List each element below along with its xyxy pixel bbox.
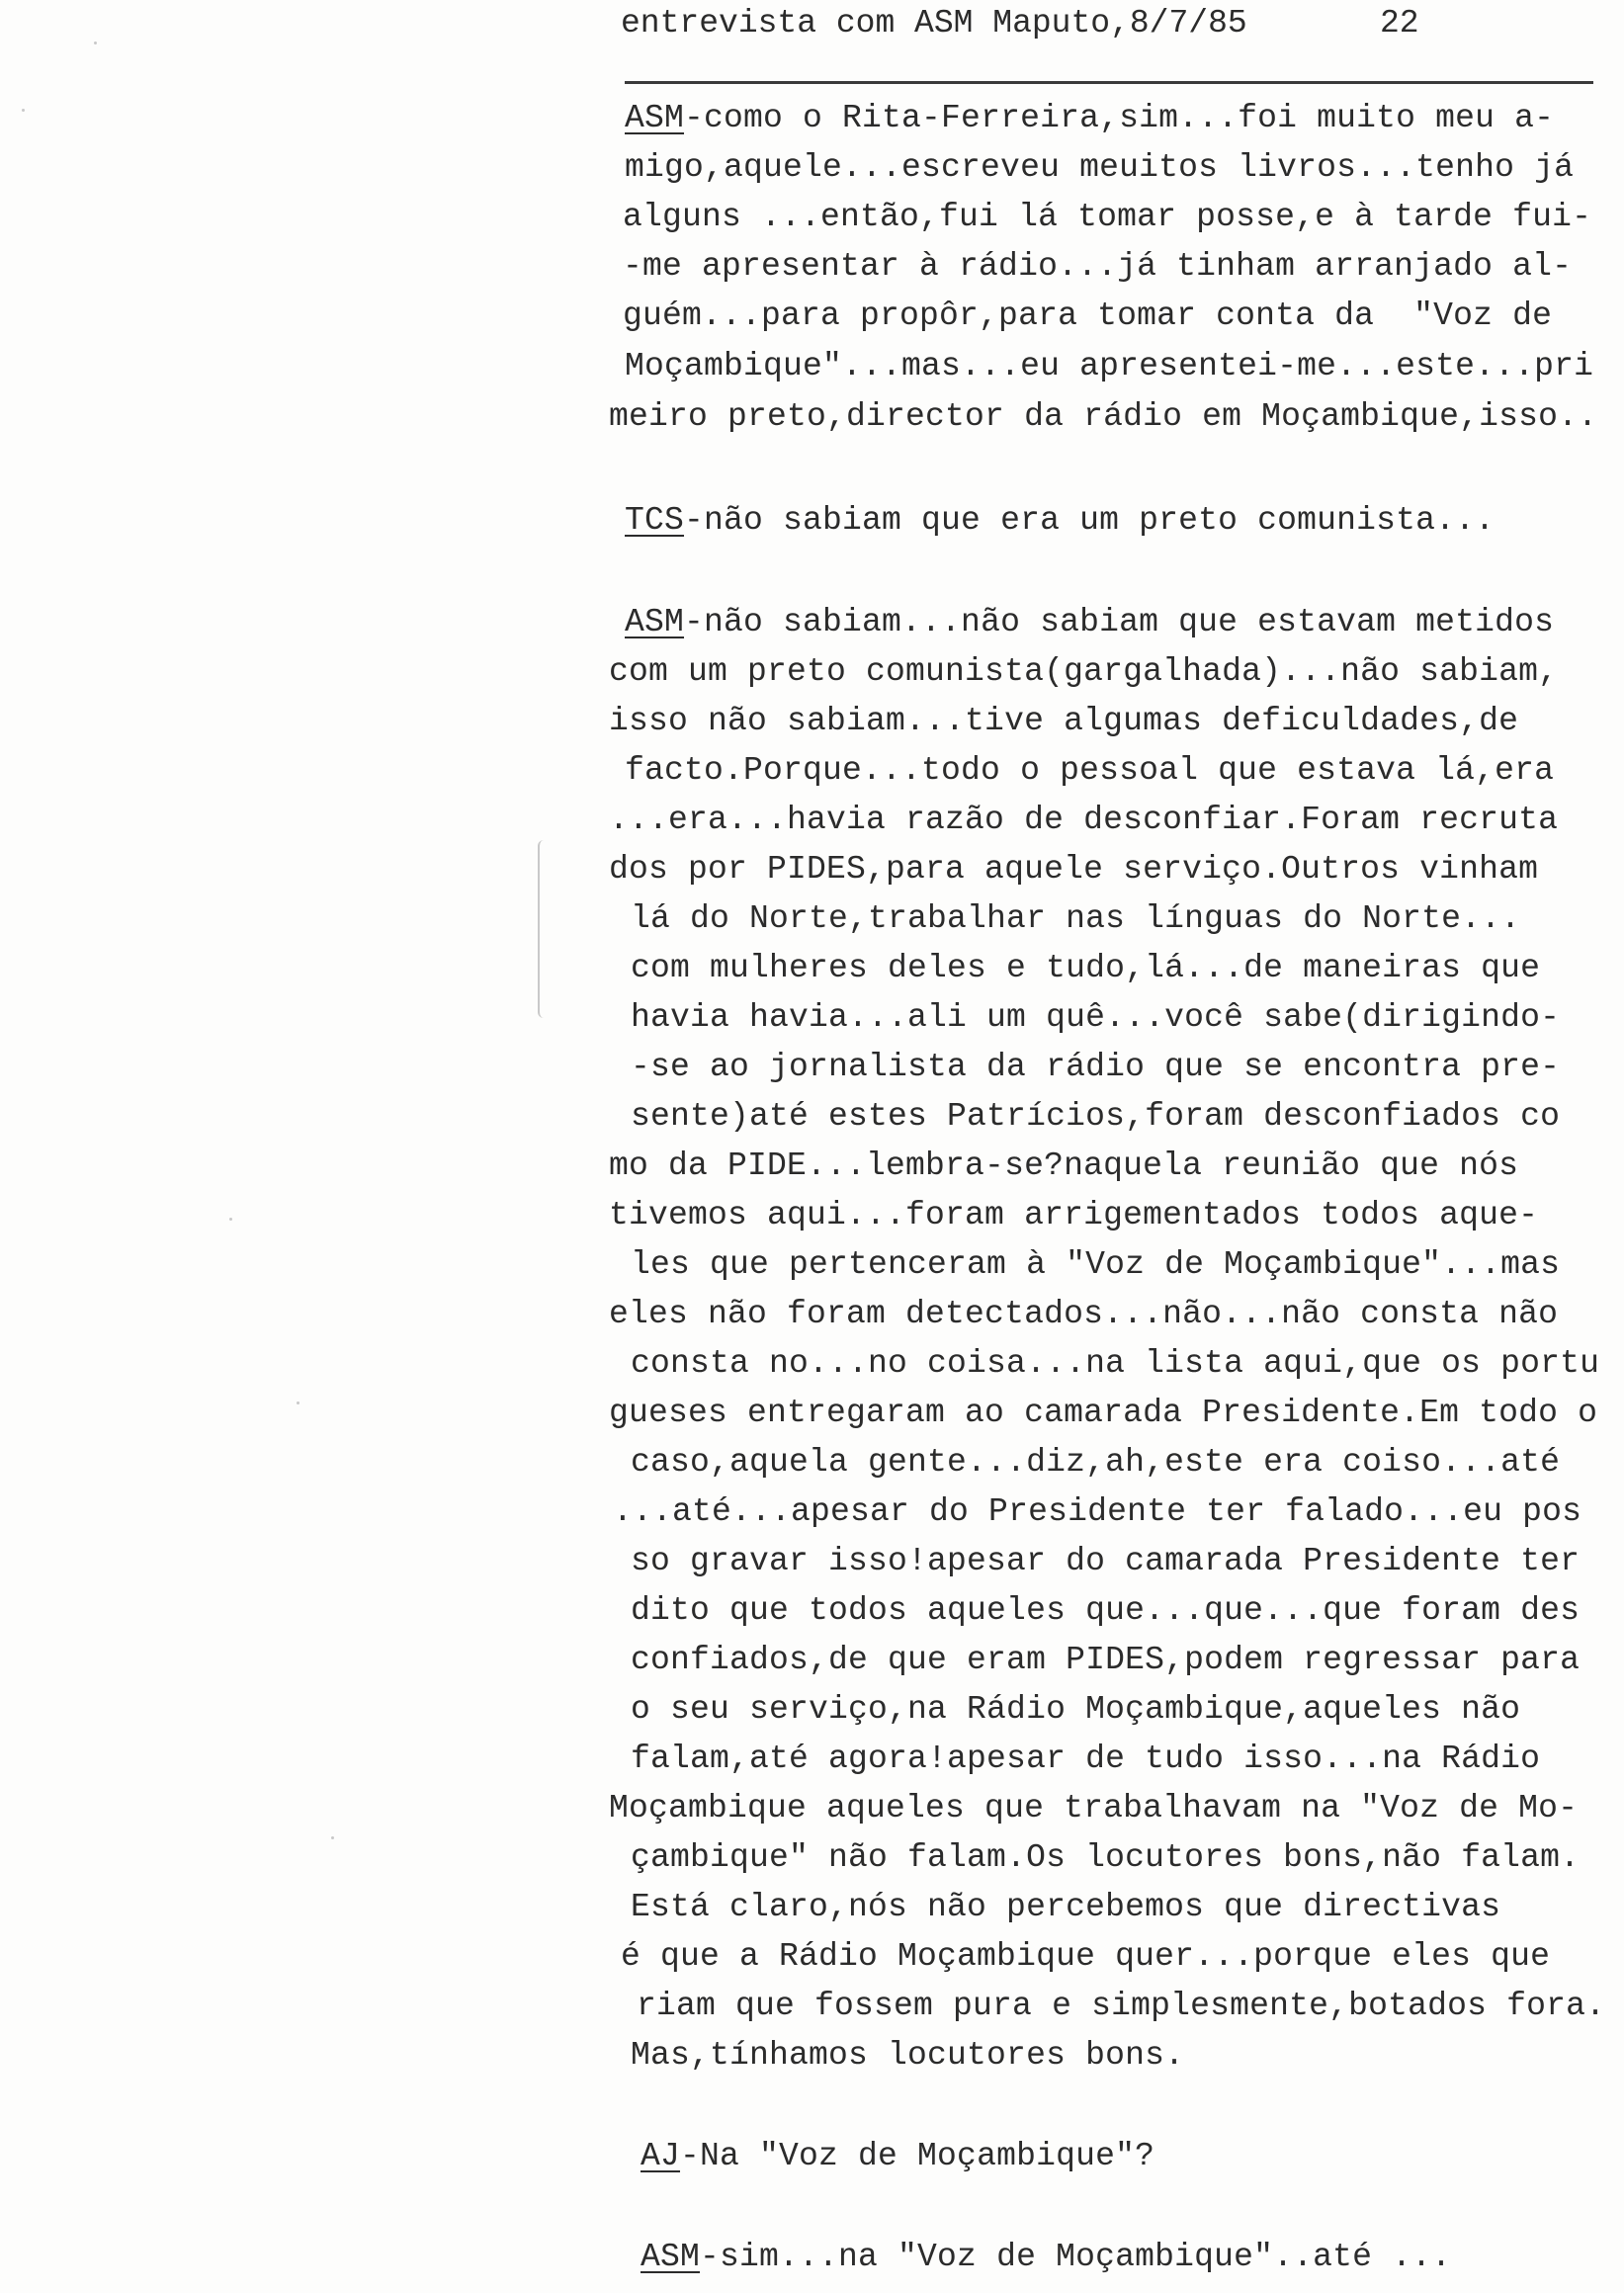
page-number: 22 <box>1380 5 1419 42</box>
transcript-line: dito que todos aqueles que...que...que foram des <box>631 1592 1581 1629</box>
page-header <box>621 2 1510 45</box>
transcript-line: gueses entregaram ao camarada Presidente.Em todo o <box>609 1395 1598 1431</box>
line-text: -não sabiam que era um preto comunista... <box>684 502 1496 539</box>
transcript-line: facto.Porque...todo o pessoal que estava lá,era <box>625 752 1555 789</box>
transcript-line: ...era...havia razão de desconfiar.Foram recruta <box>609 802 1559 838</box>
paper-speck <box>229 1218 232 1221</box>
header-rule <box>625 81 1593 84</box>
speaker-label: TCS <box>625 502 685 539</box>
line-text: -Na "Voz de Moçambique"? <box>680 2138 1155 2174</box>
transcript-line: sente)até estes Patrícios,foram desconfiados co <box>631 1098 1561 1135</box>
line-text: -como o Rita-Ferreira,sim...foi muito meu a- <box>684 100 1555 136</box>
transcript-line: ...até...apesar do Presidente ter falado...eu pos <box>613 1493 1582 1530</box>
transcript-line: mo da PIDE...lembra-se?naquela reunião que nós <box>609 1147 1519 1184</box>
transcript-line: dos por PIDES,para aquele serviço.Outros vinham <box>609 851 1539 888</box>
transcript-line: lá do Norte,trabalhar nas línguas do Norte... <box>631 900 1521 937</box>
paper-speck <box>297 1401 299 1404</box>
transcript-line: Moçambique aqueles que trabalhavam na "Voz de Mo- <box>609 1790 1579 1826</box>
transcript-line: caso,aquela gente...diz,ah,este era coiso...até <box>631 1444 1561 1481</box>
transcript-line: les que pertenceram à "Voz de Moçambique"...mas <box>631 1246 1561 1283</box>
transcript-line: so gravar isso!apesar do camarada Presidente ter <box>631 1543 1581 1579</box>
transcript-line: çambique" não falam.Os locutores bons,não falam. <box>631 1839 1581 1876</box>
transcript-line <box>625 501 1495 541</box>
transcript-line: tivemos aqui...foram arrigementados todos aque- <box>609 1197 1539 1233</box>
transcript-line: riam que fossem pura e simplesmente,botados fora. <box>637 1988 1606 2024</box>
transcript-line <box>625 603 1554 642</box>
transcript-line: -me apresentar à rádio...já tinham arranjado al- <box>623 248 1573 285</box>
transcript-line <box>641 2137 1154 2176</box>
transcript-line <box>625 99 1554 138</box>
transcript-line: isso não sabiam...tive algumas deficuldades,de <box>609 703 1519 739</box>
header-title: entrevista com ASM Maputo,8/7/85 <box>621 5 1247 42</box>
line-text: -não sabiam...não sabiam que estavam metidos <box>684 604 1555 640</box>
speaker-label: ASM <box>625 100 685 136</box>
transcript-line: é que a Rádio Moçambique quer...porque eles que <box>621 1938 1551 1975</box>
transcript-line: com mulheres deles e tudo,lá...de maneiras que <box>631 950 1541 986</box>
transcript-line: -se ao jornalista da rádio que se encontra pre- <box>631 1049 1561 1085</box>
transcript-line: eles não foram detectados...não...não consta não <box>609 1296 1559 1332</box>
transcript-line: o seu serviço,na Rádio Moçambique,aqueles não <box>631 1691 1521 1728</box>
transcript-line: migo,aquele...escreveu meuitos livros...tenho já <box>625 149 1575 186</box>
margin-pencil-mark <box>538 840 548 1018</box>
transcript-line: com um preto comunista(gargalhada)...não sabiam, <box>609 653 1559 690</box>
transcript-line: meiro preto,director da rádio em Moçambique,isso.. <box>609 398 1598 435</box>
transcript-line: consta no...no coisa...na lista aqui,que os portu <box>631 1345 1600 1382</box>
transcript-line: Mas,tínhamos locutores bons. <box>631 2037 1185 2074</box>
paper-speck <box>94 42 97 44</box>
speaker-label: ASM <box>641 2239 701 2275</box>
paper-speck <box>331 1836 334 1839</box>
transcript-line <box>641 2238 1451 2277</box>
speaker-label: AJ <box>641 2138 681 2174</box>
transcript-line: Está claro,nós não percebemos que directivas <box>631 1889 1501 1925</box>
transcript-line: alguns ...então,fui lá tomar posse,e à tarde fui- <box>623 199 1592 235</box>
speaker-label: ASM <box>625 604 685 640</box>
transcript-line: guém...para propôr,para tomar conta da "Voz de <box>623 297 1553 334</box>
transcript-line: falam,até agora!apesar de tudo isso...na Rádio <box>631 1741 1541 1777</box>
line-text: -sim...na "Voz de Moçambique"..até ... <box>700 2239 1452 2275</box>
transcript-line: Moçambique"...mas...eu apresentei-me...este...pri <box>625 348 1594 384</box>
transcript-line: havia havia...ali um quê...você sabe(dirigindo- <box>631 999 1561 1036</box>
transcript-line: confiados,de que eram PIDES,podem regressar para <box>631 1642 1581 1678</box>
paper-speck <box>22 109 25 112</box>
